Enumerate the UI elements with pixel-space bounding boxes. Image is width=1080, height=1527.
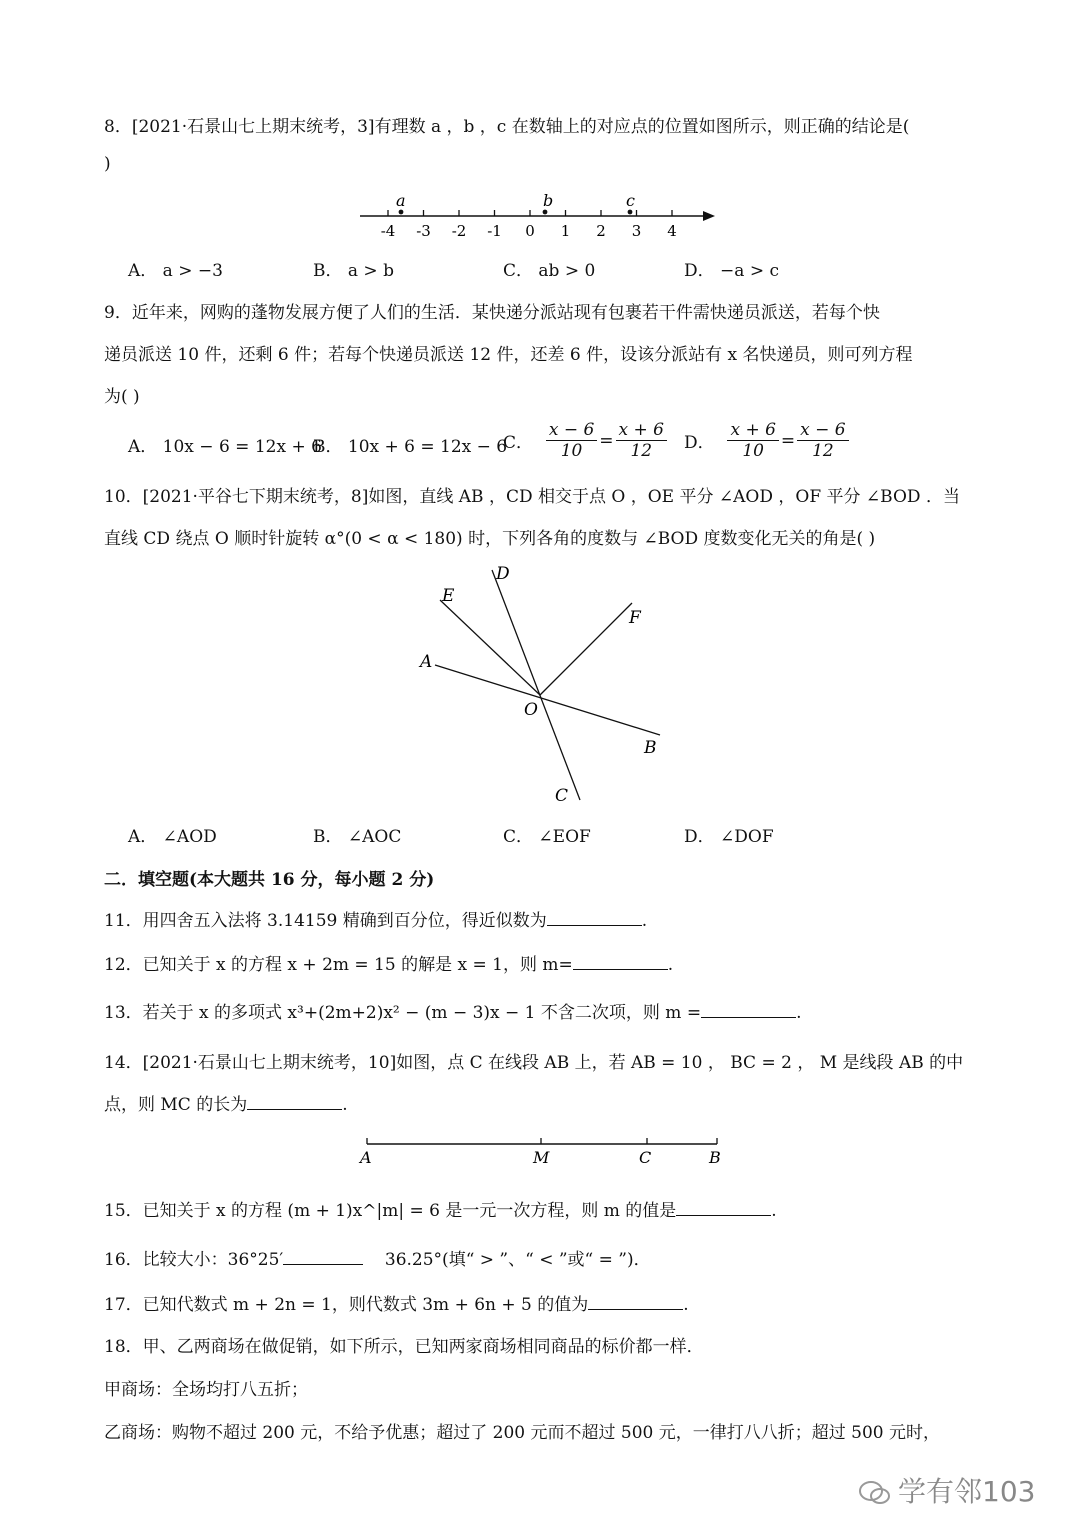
q9-option-c-label: C． [503, 433, 534, 453]
q15-text: 15．已知关于 x 的方程 (m + 1)x^|m| = 6 是一元一次方程，则 m 的值是 [104, 1201, 677, 1221]
axis-tick-label: -1 [487, 222, 502, 240]
label-B: B [644, 738, 657, 758]
q14-line1: 14．[2021·石景山七上期末统考，10]如图，点 C 在线段 AB 上，若 AB = 10 ， BC = 2 ， M 是线段 AB 的中 [104, 1053, 964, 1073]
axis-tick-label: -2 [451, 222, 467, 240]
q10-option-a[interactable]: A． ∠AOD [128, 827, 217, 847]
axis-tick-label: 4 [667, 222, 677, 240]
q9-c-equals: = [599, 430, 614, 451]
label-D: D [496, 564, 510, 584]
section-2-heading: 二．填空题(本大题共 16 分，每小题 2 分) [104, 870, 435, 890]
q10-line1: 10．[2021·平谷七下期末统考，8]如图，直线 AB ，CD 相交于点 O ，OE 平分 ∠AOD ，OF 平分 ∠BOD ．当 [104, 487, 960, 507]
q9-option-c[interactable] [503, 420, 669, 461]
q15-answer-blank[interactable] [676, 1198, 771, 1216]
q8-option-c[interactable]: C． ab > 0 [503, 261, 596, 281]
axis-tick-label: 1 [560, 222, 571, 240]
watermark [858, 1470, 1035, 1510]
axis-tick-label: 0 [525, 222, 535, 240]
q13-text: 13．若关于 x 的多项式 x³+(2m+2)x² − (m − 3)x − 1 不含二次项，则 m = [104, 1003, 702, 1023]
q14-line2 [104, 1090, 348, 1115]
q11-end: . [641, 911, 648, 931]
number-line-figure [350, 192, 730, 242]
q9-c-fraction-left: $\frac{x - 6}{10}$ [546, 420, 597, 461]
q17-answer-blank[interactable] [588, 1292, 683, 1310]
watermark-text: 学有邻103 [898, 1475, 1036, 1508]
label-F: F [629, 608, 641, 628]
q16-answer-blank[interactable] [283, 1247, 363, 1265]
q14-end: . [342, 1095, 348, 1115]
q9-d-fraction-left: $\frac{x + 6}{10}$ [727, 420, 778, 461]
q10-option-c[interactable]: C． ∠EOF [503, 827, 591, 847]
q9-option-b[interactable]: B． 10x + 6 = 12x − 6 [313, 437, 508, 457]
q8-option-b[interactable]: B． a > b [313, 261, 394, 281]
wechat-icon [858, 1479, 892, 1507]
q14-line2-text: 点，则 MC 的长为 [104, 1095, 248, 1115]
q8-line2: ) [104, 154, 111, 174]
q17-end: . [683, 1295, 689, 1315]
axis-tick-label: -3 [416, 222, 431, 240]
q9-option-d[interactable] [684, 420, 851, 461]
point-a [399, 210, 404, 215]
q16-text1: 16．比较大小：36°25′ [104, 1250, 284, 1270]
q9-line2: 递员派送 10 件，还剩 6 件；若每个快递员派送 12 件，还差 6 件，设该分派站有 x 名快递员，则可列方程 [104, 345, 913, 365]
ray-of [540, 603, 632, 695]
point-c [628, 210, 633, 215]
q14-answer-blank[interactable] [247, 1092, 342, 1110]
q8-option-d[interactable]: D． −a > c [684, 261, 779, 281]
label-C: C [555, 786, 569, 806]
segment-figure [355, 1132, 735, 1174]
q15-end: . [771, 1201, 777, 1221]
label-c: c [626, 192, 635, 210]
q18-line3: 乙商场：购物不超过 200 元，不给予优惠；超过了 200 元而不超过 500 元，一律打八八折；超过 500 元时， [104, 1423, 941, 1443]
q11-text: 11．用四舍五入法将 3.14159 精确到百分位，得近似数为 [104, 911, 547, 931]
q10-option-d[interactable]: D． ∠DOF [684, 827, 774, 847]
q8-option-a[interactable]: A． a > −3 [128, 261, 223, 281]
q10-line2: 直线 CD 绕点 O 顺时针旋转 α°(0 < α < 180) 时，下列各角的度数与 ∠BOD 度数变化无关的角是( ) [104, 529, 876, 549]
q17 [104, 1290, 689, 1315]
line-cd [492, 570, 580, 800]
q17-text: 17．已知代数式 m + 2n = 1，则代数式 3m + 6n + 5 的值为 [104, 1295, 589, 1315]
q9-option-a[interactable]: A． 10x − 6 = 12x + 6 [128, 437, 322, 457]
axis-tick-label: -4 [380, 222, 396, 240]
label-a: a [396, 192, 406, 210]
ray-oe [440, 600, 540, 695]
segment-label-A: A [360, 1148, 372, 1167]
q15 [104, 1196, 777, 1221]
point-b [543, 210, 548, 215]
axis-tick-label: 3 [631, 222, 642, 240]
segment-label-M: M [533, 1148, 550, 1167]
q9-d-fraction-right: $\frac{x - 6}{12}$ [797, 420, 848, 461]
q12-text: 12．已知关于 x 的方程 x + 2m = 15 的解是 x = 1，则 m= [104, 955, 573, 975]
q13-end: . [796, 1003, 802, 1023]
q11 [104, 906, 647, 931]
q10-option-b[interactable]: B． ∠AOC [313, 827, 402, 847]
q9-line1: 9．近年来，网购的蓬物发展方便了人们的生活．某快递分派站现有包裹若干件需快递员派送，若每个快 [104, 303, 880, 323]
q8-line1: 8．[2021·石景山七上期末统考，3]有理数 a ，b ，c 在数轴上的对应点的位置如图所示，则正确的结论是( [104, 117, 910, 137]
q9-line3: 为( ) [104, 387, 140, 407]
q9-d-equals: = [780, 430, 796, 451]
q12-answer-blank[interactable] [573, 952, 668, 970]
q11-answer-blank[interactable] [547, 908, 642, 926]
q12 [104, 950, 673, 975]
label-E: E [442, 586, 455, 606]
q16 [104, 1245, 651, 1270]
q9-option-d-label: D． [684, 433, 715, 453]
label-b: b [543, 192, 554, 210]
q9-c-fraction-right: $\frac{x + 6}{12}$ [616, 420, 667, 461]
q12-end: . [667, 955, 674, 975]
q18-line2: 甲商场：全场均打八五折； [104, 1380, 308, 1400]
q18-line1: 18．甲、乙两商场在做促销，如下所示，已知两家商场相同商品的标价都一样． [104, 1337, 704, 1357]
intersecting-lines-figure [400, 555, 690, 815]
q13-answer-blank[interactable] [701, 1000, 796, 1018]
q13 [104, 998, 801, 1023]
line-ab [435, 665, 660, 735]
axis-tick-label: 2 [596, 222, 606, 240]
q16-text2: 36.25°(填“ > ”、“ < ”或“ = ”)． [384, 1250, 651, 1270]
segment-label-C: C [639, 1148, 652, 1167]
segment-label-B: B [709, 1148, 721, 1167]
label-A: A [420, 652, 433, 672]
label-O: O [524, 700, 538, 720]
